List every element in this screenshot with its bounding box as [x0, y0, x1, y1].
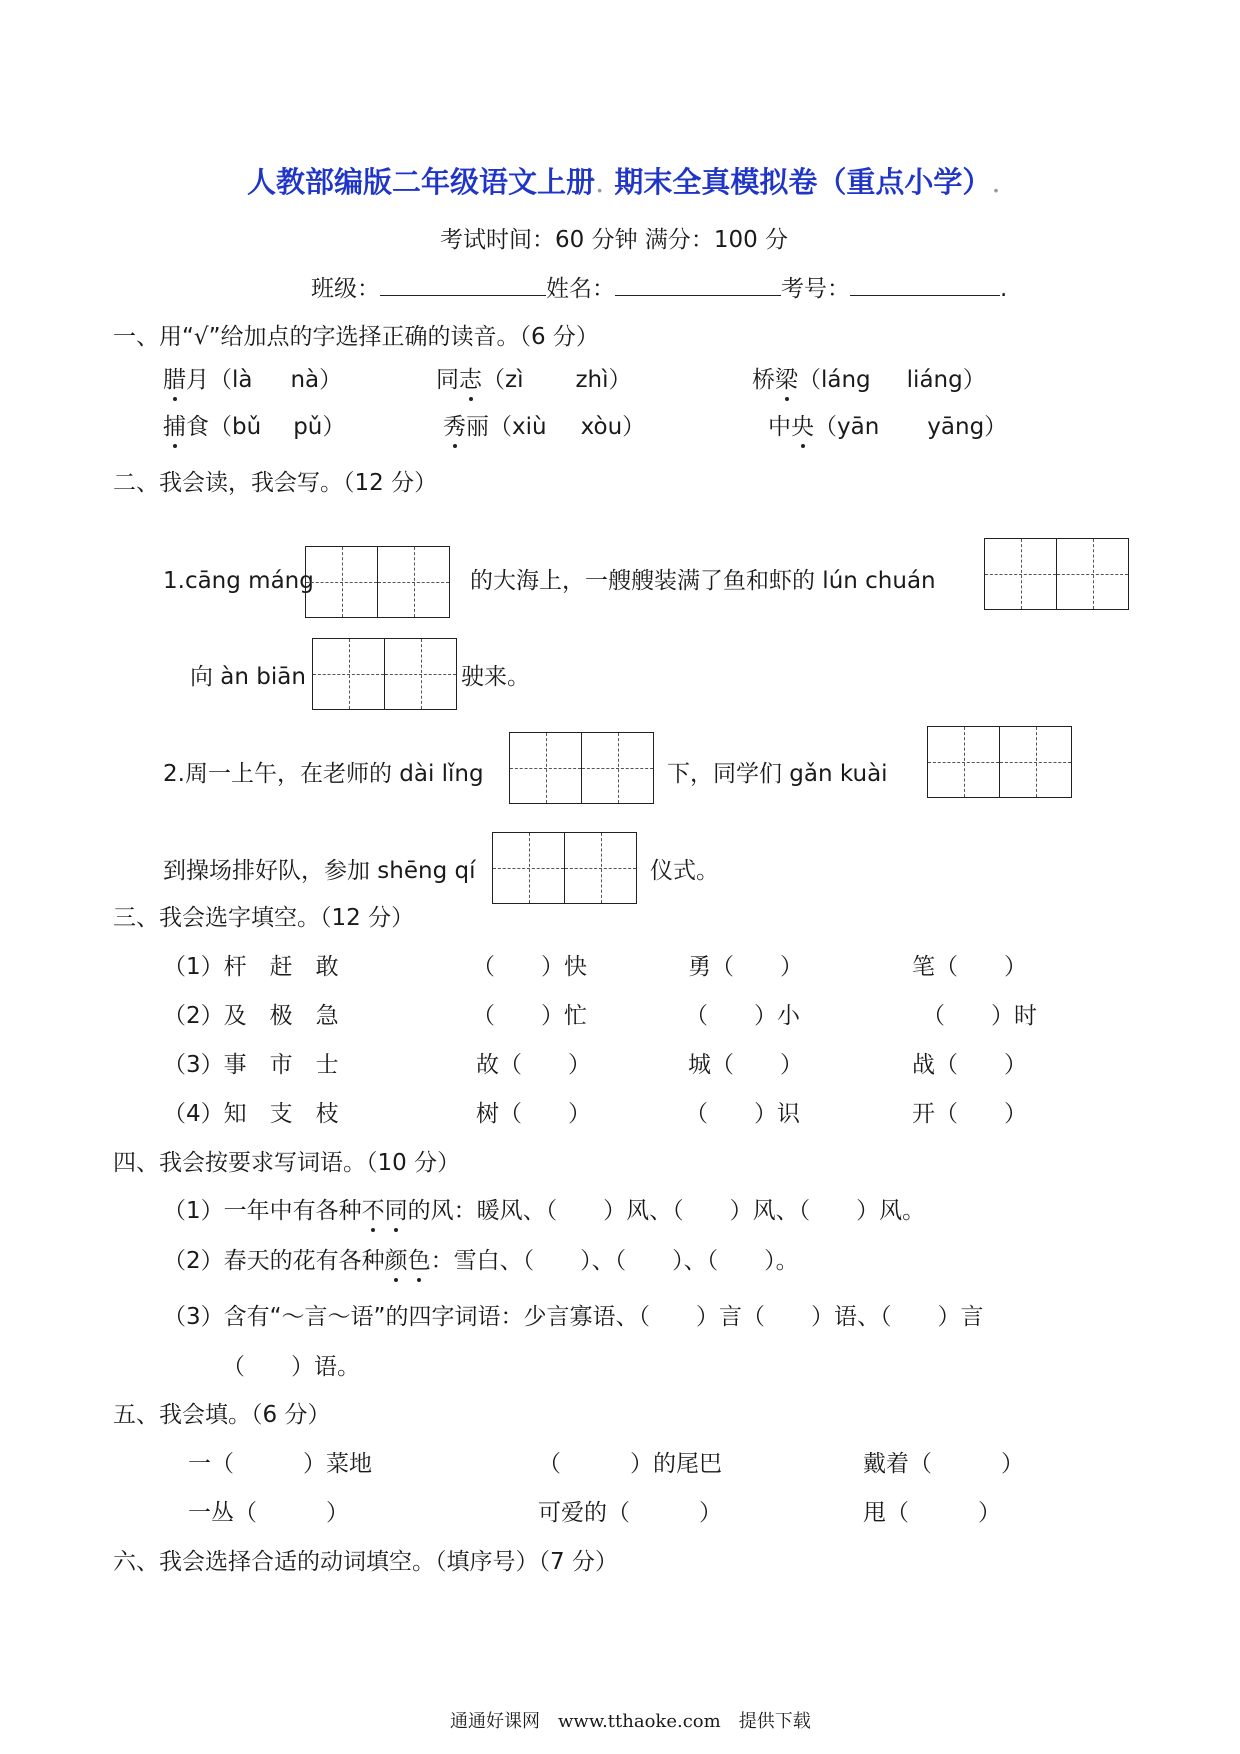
section-2-heading: 二、我会读，我会写。（12 分） — [113, 470, 438, 496]
s1-item-3: 桥梁（láng liáng） — [752, 367, 986, 393]
s3-row-1-a: （ ）快 — [472, 954, 587, 980]
s3-row-1-label: （1）杆 赶 敢 — [163, 954, 339, 980]
s3-row-4-b: （ ）识 — [685, 1101, 800, 1127]
s2-q2-text-d: 仪式。 — [650, 858, 719, 884]
s4-line-4: （ ）语。 — [222, 1354, 360, 1380]
name-field[interactable] — [615, 273, 781, 296]
s3-row-3-c: 战（ ） — [912, 1052, 1027, 1078]
s1-item-6: 中央（yān yāng） — [768, 414, 1008, 440]
s3-row-1-c: 笔（ ） — [912, 954, 1027, 980]
section-4-heading: 四、我会按要求写词语。（10 分） — [113, 1150, 461, 1176]
s2-q2-text-a: 2.周一上午，在老师的 dài lǐng — [163, 761, 484, 787]
section-6-heading: 六、我会选择合适的动词填空。（填序号）（7 分） — [113, 1549, 618, 1575]
s3-row-2-label: （2）及 极 急 — [163, 1003, 339, 1029]
s5-row-2-a: 一丛（ ） — [188, 1500, 349, 1526]
s2-q2-text-c: 到操场排好队，参加 shēng qí — [163, 858, 476, 884]
s3-row-1-b: 勇（ ） — [688, 954, 803, 980]
s1-item-4: 捕食（bǔ pǔ） — [163, 414, 346, 440]
s3-row-3-a: 故（ ） — [476, 1052, 591, 1078]
exam-title: 人教部编版二年级语文上册. 期末全真模拟卷（重点小学）. — [247, 165, 1001, 199]
name-label: 姓名： — [546, 276, 615, 302]
s3-row-4-c: 开（ ） — [912, 1101, 1027, 1127]
class-label: 班级： — [311, 276, 380, 302]
s5-row-1-b: （ ）的尾巴 — [538, 1451, 722, 1477]
writing-grid-gan-kuai[interactable] — [927, 726, 1072, 798]
writing-grid-sheng-qi[interactable] — [492, 832, 637, 904]
s5-row-2-b: 可爱的（ ） — [538, 1500, 722, 1526]
s3-row-3-b: 城（ ） — [688, 1052, 803, 1078]
number-field[interactable] — [850, 273, 1000, 296]
class-field[interactable] — [380, 273, 546, 296]
footer-source: 通通好课网 www.tthaoke.com 提供下载 — [450, 1711, 811, 1732]
s5-row-1-c: 戴着（ ） — [863, 1451, 1024, 1477]
writing-grid-lun-chuan[interactable] — [984, 538, 1129, 610]
s2-q1-text-d: 驶来。 — [461, 664, 530, 690]
s3-row-4-a: 树（ ） — [476, 1101, 591, 1127]
s3-row-2-a: （ ）忙 — [472, 1003, 587, 1029]
s3-row-3-label: （3）事 市 士 — [163, 1052, 339, 1078]
s3-row-4-label: （4）知 支 枝 — [163, 1101, 339, 1127]
section-5-heading: 五、我会填。（6 分） — [113, 1402, 331, 1428]
s2-q1-text-c: 向 àn biān — [190, 664, 306, 690]
exam-info: 考试时间：60 分钟 满分：100 分 — [440, 227, 789, 253]
s3-row-2-c: （ ）时 — [922, 1003, 1037, 1029]
writing-grid-dai-ling[interactable] — [509, 732, 654, 804]
student-info-line: 班级： 姓名： 考号： . — [311, 273, 1007, 304]
s2-q1-text-a: 1.cāng máng — [163, 568, 314, 594]
s4-line-1: （1）一年中有各种不同的风：暖风、（ ）风、（ ）风、（ ）风。 — [163, 1198, 926, 1224]
s3-row-2-b: （ ）小 — [685, 1003, 800, 1029]
s1-item-1: 腊月（là nà） — [163, 367, 343, 393]
s5-row-1-a: 一（ ）菜地 — [188, 1451, 372, 1477]
s5-row-2-c: 甩（ ） — [863, 1500, 1001, 1526]
number-label: 考号： — [781, 276, 850, 302]
s2-q1-text-b: 的大海上，一艘艘装满了鱼和虾的 lún chuán — [470, 568, 936, 594]
s1-item-5: 秀丽（xiù xòu） — [443, 414, 646, 440]
writing-grid-cang-mang[interactable] — [305, 546, 450, 618]
s4-line-3: （3）含有“～言～语”的四字词语：少言寡语、（ ）言（ ）语、（ ）言 — [163, 1304, 984, 1330]
writing-grid-an-bian[interactable] — [312, 638, 457, 710]
s1-item-2: 同志（zì zhì） — [436, 367, 632, 393]
s4-line-2: （2）春天的花有各种颜色：雪白、（ ）、（ ）、（ ）。 — [163, 1248, 799, 1274]
section-3-heading: 三、我会选字填空。（12 分） — [113, 905, 415, 931]
s2-q2-text-b: 下，同学们 gǎn kuài — [667, 761, 888, 787]
section-1-heading: 一、用“√”给加点的字选择正确的读音。（6 分） — [113, 324, 599, 350]
